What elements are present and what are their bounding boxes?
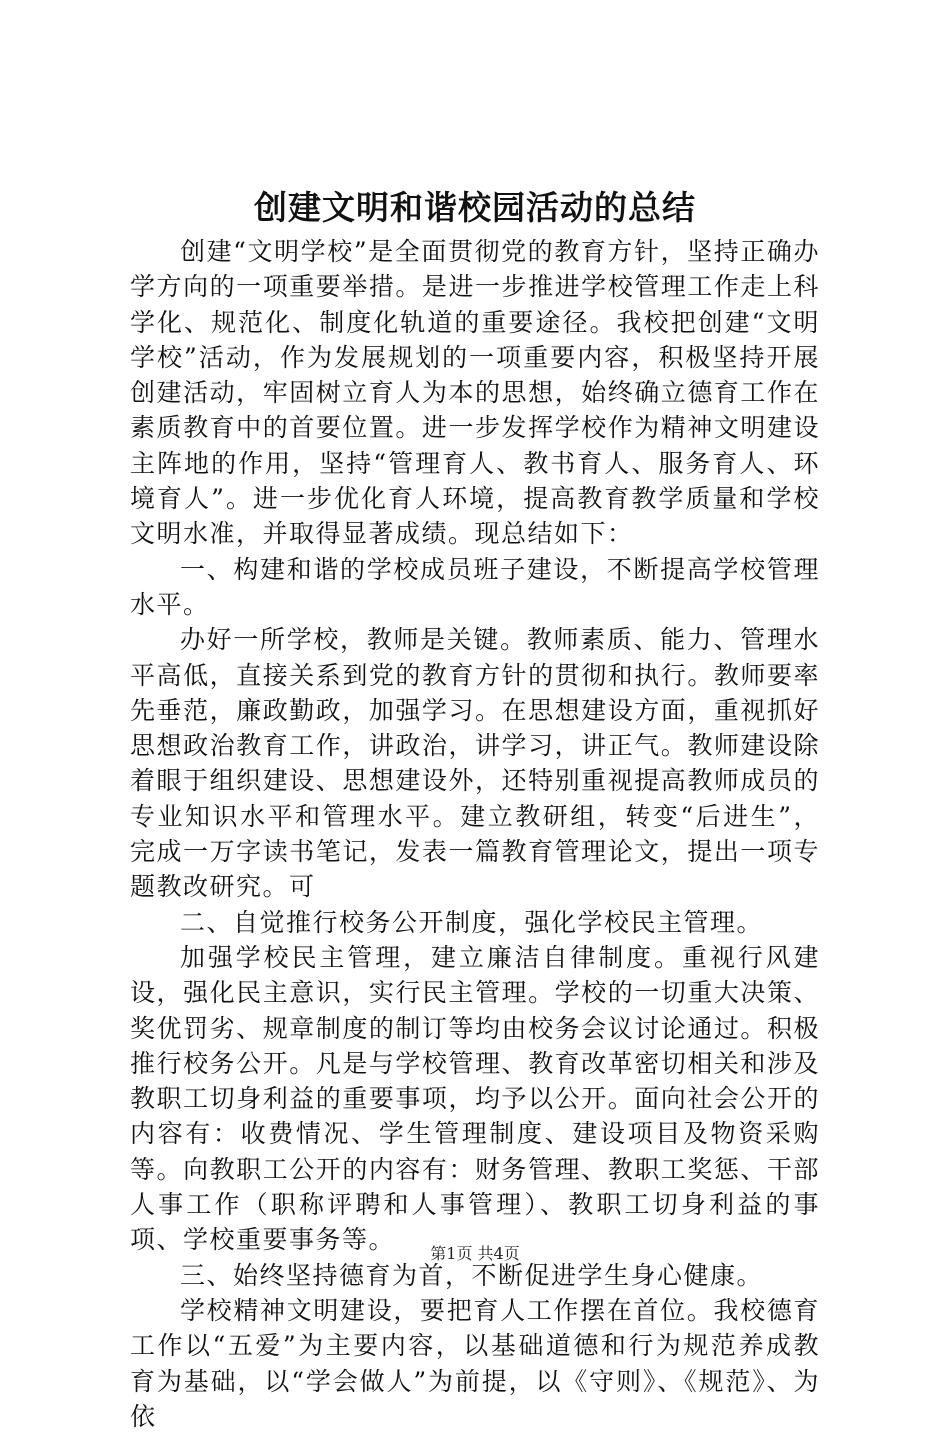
section-heading-2: 二、自觉推行校务公开制度，强化学校民主管理。 [180,907,764,937]
section-heading-3: 三、始终坚持德育为首，不断促进学生身心健康。 [180,1260,764,1290]
paragraph-section-1: 办好一所学校，教师是关键。教师素质、能力、管理水平高低，直接关系到党的教育方针的贯彻和执行。教师要率先垂范，廉政勤政，加强学习。在思想建设方面，重视抓好思想政治教育工作，讲政治，讲学习，讲正气。教师建设除着眼于组织建设、思想建设外，还特别重视提高教师成员的专业知识水平和管理水平。建立教研组，转变“后进生”，完成一万字读书笔记，发表一篇教育管理论文，提出一项专题教改研究。可 [130,625,820,902]
page-number-footer: 第1页 共4页 [430,1244,520,1263]
paragraph-intro: 创建“文明学校”是全面贯彻党的教育方针，坚持正确办学方向的一项重要举措。是进一步推进学校管理工作走上科学化、规范化、制度化轨道的重要途径。我校把创建“文明学校”活动，作为发展规划的一项重要内容，积极坚持开展创建活动，牢固树立育人为本的思想，始终确立德育工作在素质教育中的首要位置。进一步发挥学校作为精神文明建设主阵地的作用，坚持“管理育人、教书育人、服务育人、环境育人”。进一步优化育人环境，提高教育教学质量和学校文明水准，并取得显著成绩。现总结如下： [130,237,820,549]
paragraph-section-2: 加强学校民主管理，建立廉洁自律制度。重视行风建设，强化民主意识，实行民主管理。学校的一切重大决策、奖优罚劣、规章制度的制订等均由校务会议讨论通过。积极推行校务公开。凡是与学校管理、教育改革密切相关和涉及教职工切身利益的重要事项，均予以公开。面向社会公开的内容有：收费情况、学生管理制度、建设项目及物资采购等。向教职工公开的内容有：财务管理、教职工奖惩、干部人事工作（职称评聘和人事管理）、教职工切身利益的事项、学校重要事务等。 [130,942,820,1255]
section-heading-1: 一、构建和谐的学校成员班子建设，不断提高学校管理水平。 [130,554,820,619]
document-title: 创建文明和谐校园活动的总结 [254,188,696,227]
paragraph-section-3: 学校精神文明建设，要把育人工作摆在首位。我校德育工作以“五爱”为主要内容，以基础道德和行为规范养成教育为基础，以“学会做人”为前提，以《守则》、《规范》、为依 [130,1295,820,1431]
